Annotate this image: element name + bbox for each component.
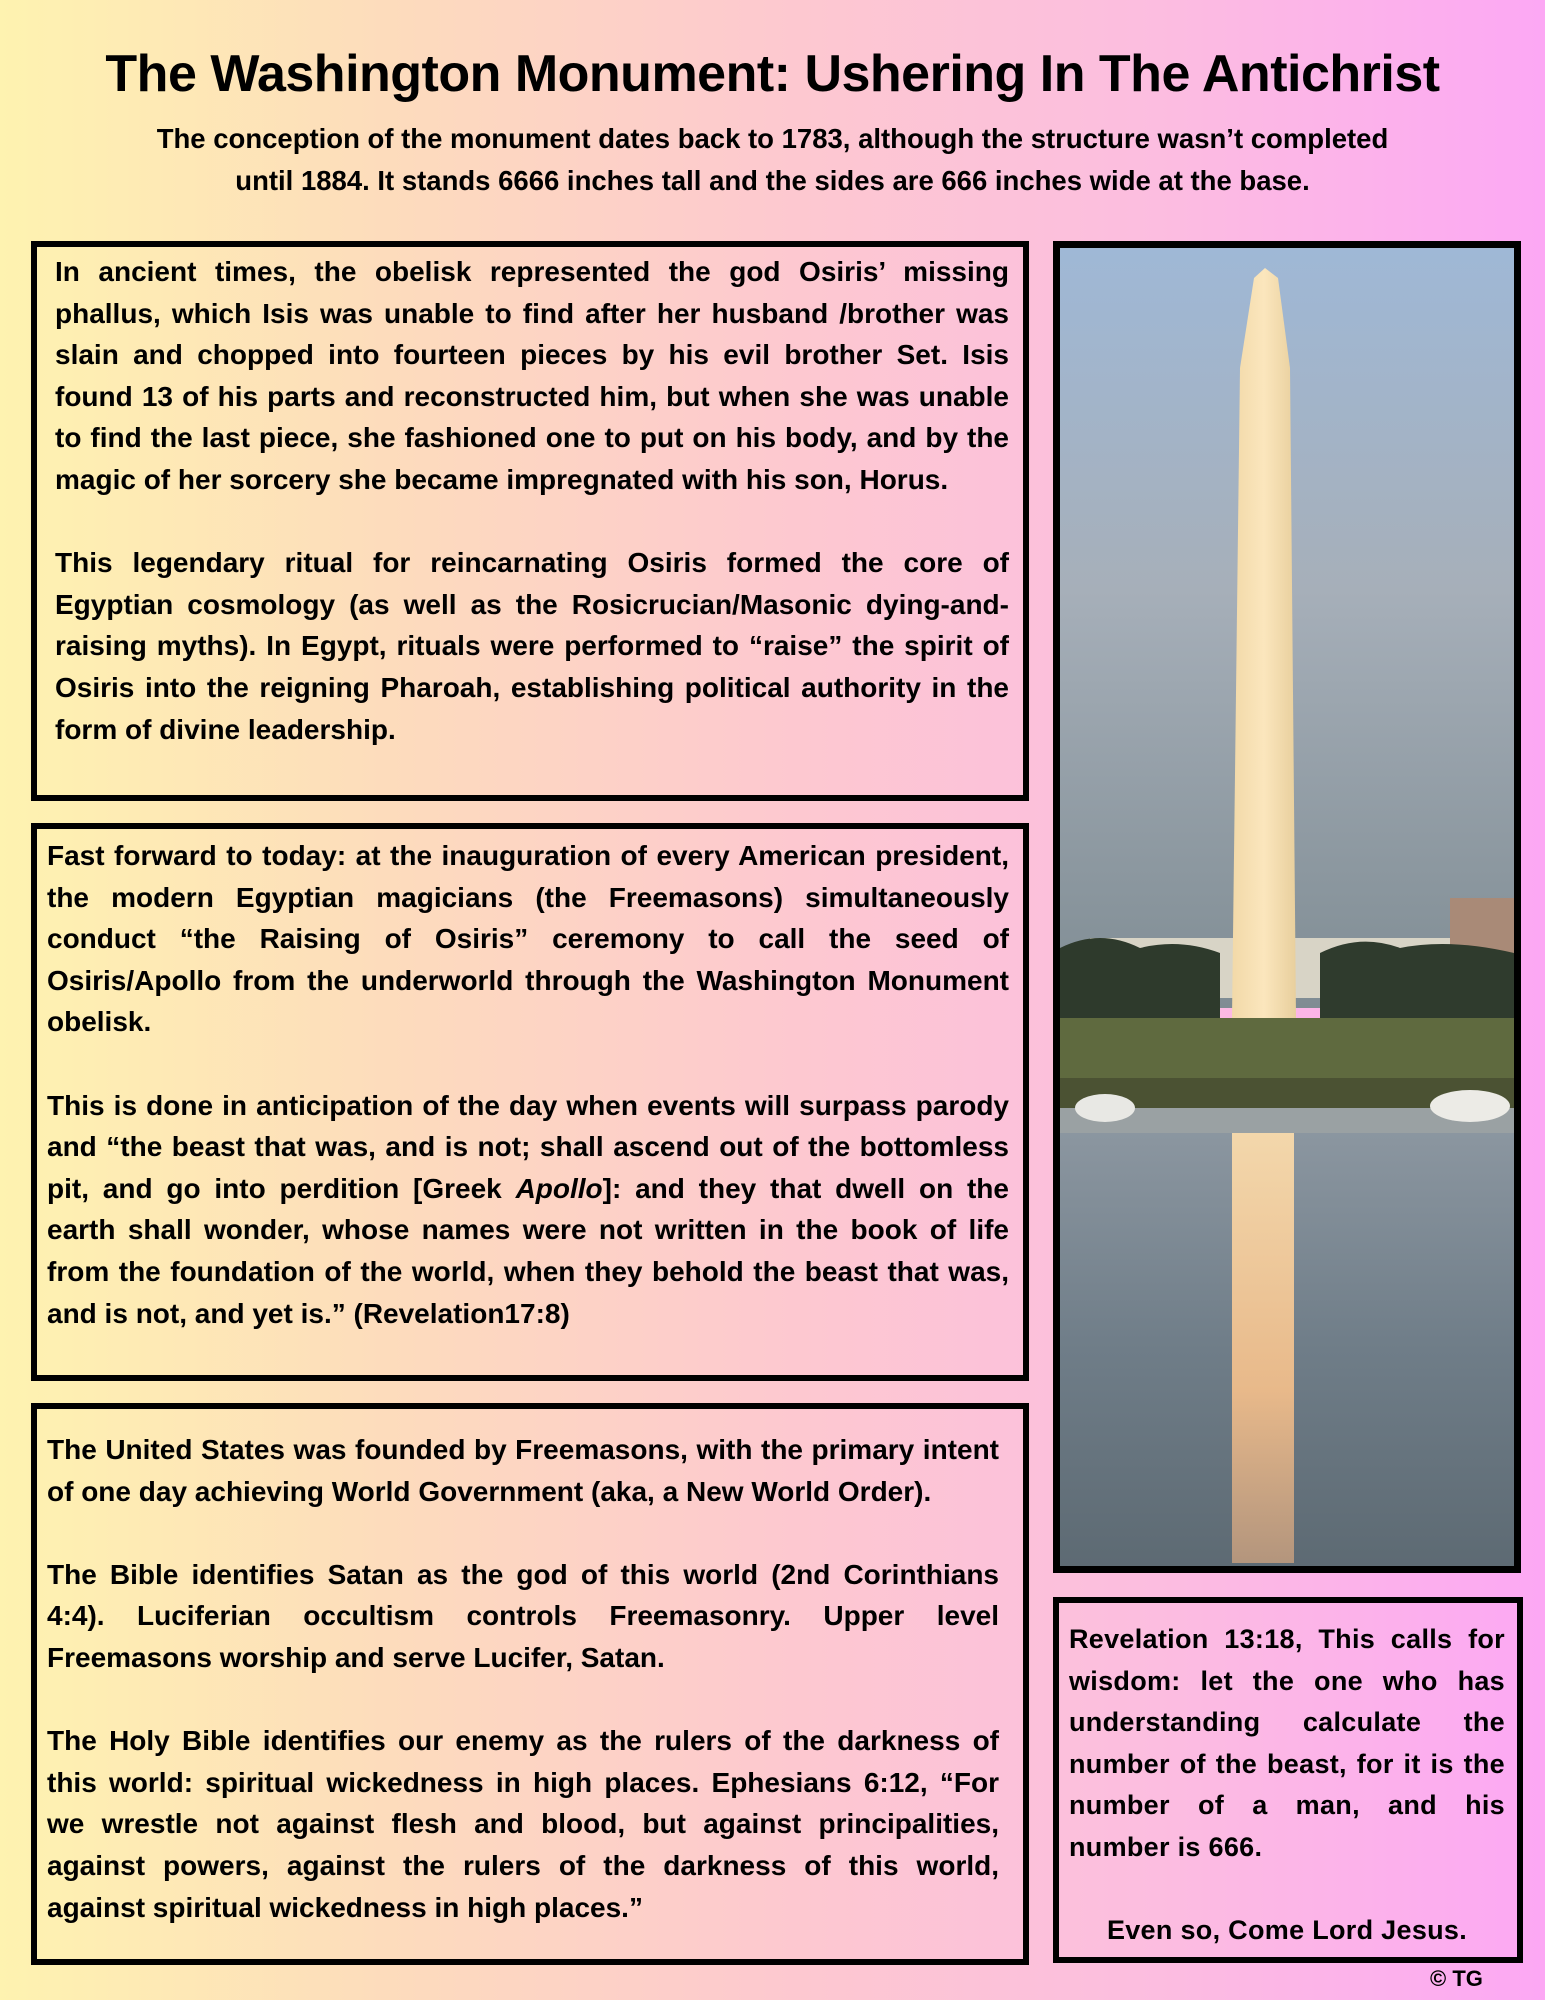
monument-photo [1053,241,1521,1573]
revelation-verse: Revelation 13:18, This calls for wisdom: let the one who has understanding calculate the number of the beast, for it is the number of a man, and his number is 666. [1069,1624,1505,1862]
revelation-quote-start: This is done in anticipation of the day when events will surpass parody and “the beast that was, and is not; shall ascend out of the bottomless pit, and go into perdition [Greek [47,1089,1009,1204]
freemasons-paragraph-3: The Holy Bible identifies our enemy as the rulers of the darkness of this world: spiritual wickedness in high places. Ephesians 6:12, “For we wrestle not against flesh and blood, but against principalities, against powers, against the rulers of the darkness of this world, against spiritual wickedness in high places.” [47,1725,999,1923]
apollo-italic: Apollo [515,1172,603,1204]
subtitle-line-2: until 1884. It stands 6666 inches tall and the sides are 666 inches wide at the base. [235,165,1310,196]
inauguration-paragraph-2 [47,1085,1009,1335]
closing-prayer: Even so, Come Lord Jesus. [1106,1914,1468,1945]
revelation-quote-end: ]: and they that dwell on the earth shall wonder, whose names were not written in the book of life from the foundation of the world, when they behold the beast that was, and is not, and yet is.” (Revelation17:8) [47,1172,1009,1329]
inauguration-box [31,823,1029,1381]
inauguration-paragraph-1: Fast forward to today: at the inauguration of every American president, the modern Egyptian magicians (the Freemasons) simultaneously conduct “the Raising of Osiris” ceremony to call the seed of Osiris/Apollo from the underworld through the Washington Monument obelisk. [47,840,1009,1038]
page-subtitle [60,118,1485,202]
subtitle-line-1: The conception of the monument dates back to 1783, although the structure wasn’t completed [156,123,1389,154]
revelation-verse-box [1053,1597,1523,1963]
page-title: The Washington Monument: Ushering In The Antichrist [105,45,1440,103]
washington-monument-image [1060,248,1514,1566]
copyright-notice: © TG [1430,1966,1483,1991]
freemasons-box [31,1403,1029,1965]
osiris-legend-box [31,241,1029,801]
freemasons-paragraph-1: The United States was founded by Freemasons, with the primary intent of one day achieving World Government (aka, a New World Order). [47,1434,999,1507]
osiris-legend-paragraph-2: This legendary ritual for reincarnating Osiris formed the core of Egyptian cosmology (as well as the Rosicrucian/Masonic dying-and-raising myths). In Egypt, rituals were performed to “raise” the spirit of Osiris into the reigning Pharoah, establishing political authority in the form of divine leadership. [55,547,1009,745]
osiris-legend-paragraph-1: In ancient times, the obelisk represented the god Osiris’ missing phallus, which Isis was unable to find after her husband /brother was slain and chopped into fourteen pieces by his evil brother Set. Isis found 13 of his parts and reconstructed him, but when she was unable to find the last piece, she fashioned one to put on his body, and by the magic of her sorcery she became impregnated with his son, Horus. [55,256,1009,495]
freemasons-paragraph-2: The Bible identifies Satan as the god of this world (2nd Corinthians 4:4). Luciferian occultism controls Freemasonry. Upper level Freemasons worship and serve Lucifer, Satan. [47,1558,999,1673]
